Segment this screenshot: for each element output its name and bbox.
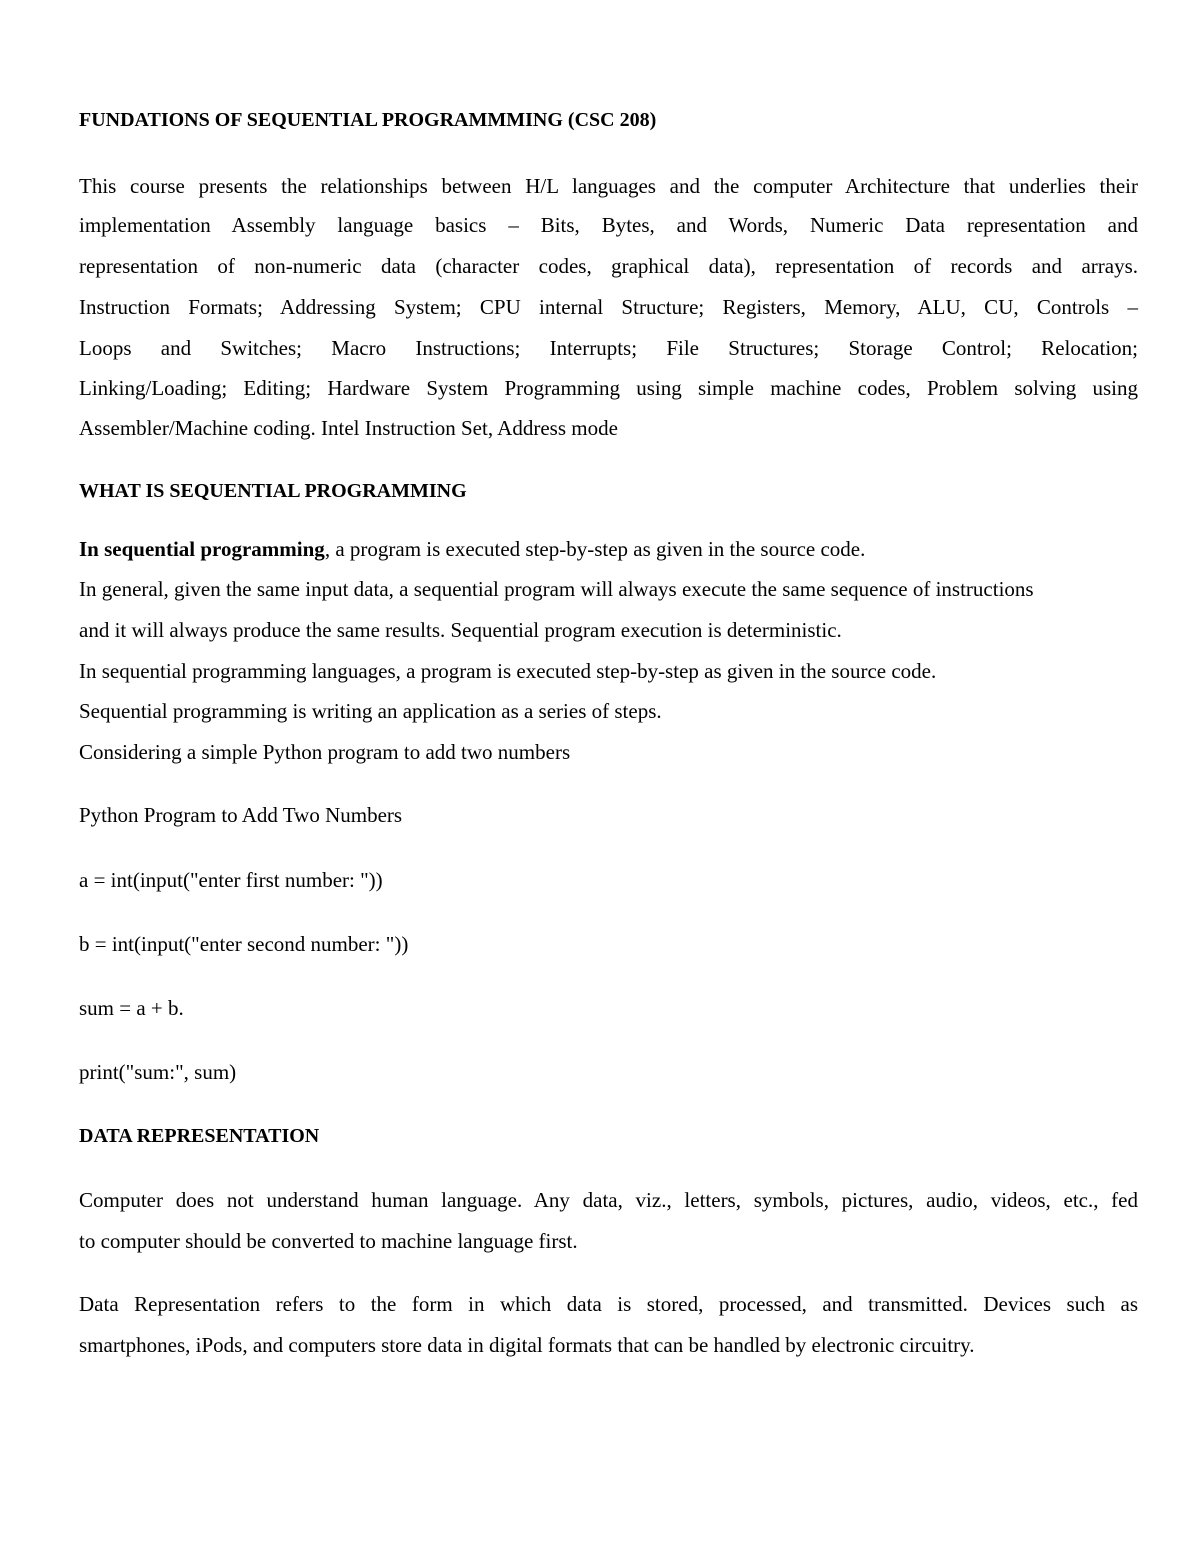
paragraph-line: In sequential programming languages, a program is executed step-by-step as given in the source code. (79, 659, 937, 683)
intro-line-7: Assembler/Machine coding. Intel Instruction Set, Address mode (79, 416, 618, 440)
paragraph-line: smartphones, iPods, and computers store data in digital formats that can be handled by electronic circuitry. (79, 1333, 975, 1357)
code-line: print("sum:", sum) (79, 1060, 237, 1084)
program-title: Python Program to Add Two Numbers (79, 803, 403, 827)
definition-line (79, 537, 865, 561)
intro-line-6: Linking/Loading; Editing; Hardware System Programming using simple machine codes, Problem solving using (79, 376, 1138, 400)
paragraph-line: Sequential programming is writing an application as a series of steps. (79, 699, 662, 723)
paragraph-line: Computer does not understand human language. Any data, viz., letters, symbols, pictures, audio, videos, etc., fed (79, 1188, 1138, 1212)
code-line: sum = a + b. (79, 996, 184, 1020)
course-title: FUNDATIONS OF SEQUENTIAL PROGRAMMMING (CSC 208) (79, 109, 657, 131)
code-line: b = int(input("enter second number: ")) (79, 932, 409, 956)
paragraph-line: In general, given the same input data, a sequential program will always execute the same sequence of instructions (79, 577, 1034, 601)
intro-line-2: implementation Assembly language basics – Bits, Bytes, and Words, Numeric Data representation and (79, 213, 1138, 237)
paragraph-line: to computer should be converted to machine language first. (79, 1229, 578, 1253)
section-heading-sequential: WHAT IS SEQUENTIAL PROGRAMMING (79, 480, 467, 502)
code-line: a = int(input("enter first number: ")) (79, 868, 383, 892)
intro-line-4: Instruction Formats; Addressing System; CPU internal Structure; Registers, Memory, ALU, CU, Controls – (79, 295, 1138, 319)
definition-rest: , a program is executed step-by-step as given in the source code. (324, 537, 866, 561)
intro-line-3: representation of non-numeric data (character codes, graphical data), representation of records and arrays. (79, 254, 1138, 278)
section-heading-data-representation: DATA REPRESENTATION (79, 1125, 320, 1147)
paragraph-line: and it will always produce the same results. Sequential program execution is deterministic. (79, 618, 842, 642)
paragraph-line: Data Representation refers to the form in which data is stored, processed, and transmitted. Devices such as (79, 1292, 1138, 1316)
intro-line-1: This course presents the relationships between H/L languages and the computer Architecture that underlies their (79, 174, 1138, 198)
definition-term: In sequential programming (79, 537, 325, 561)
paragraph-line: Considering a simple Python program to add two numbers (79, 740, 571, 764)
intro-line-5: Loops and Switches; Macro Instructions; Interrupts; File Structures; Storage Control; Relocation; (79, 336, 1138, 360)
